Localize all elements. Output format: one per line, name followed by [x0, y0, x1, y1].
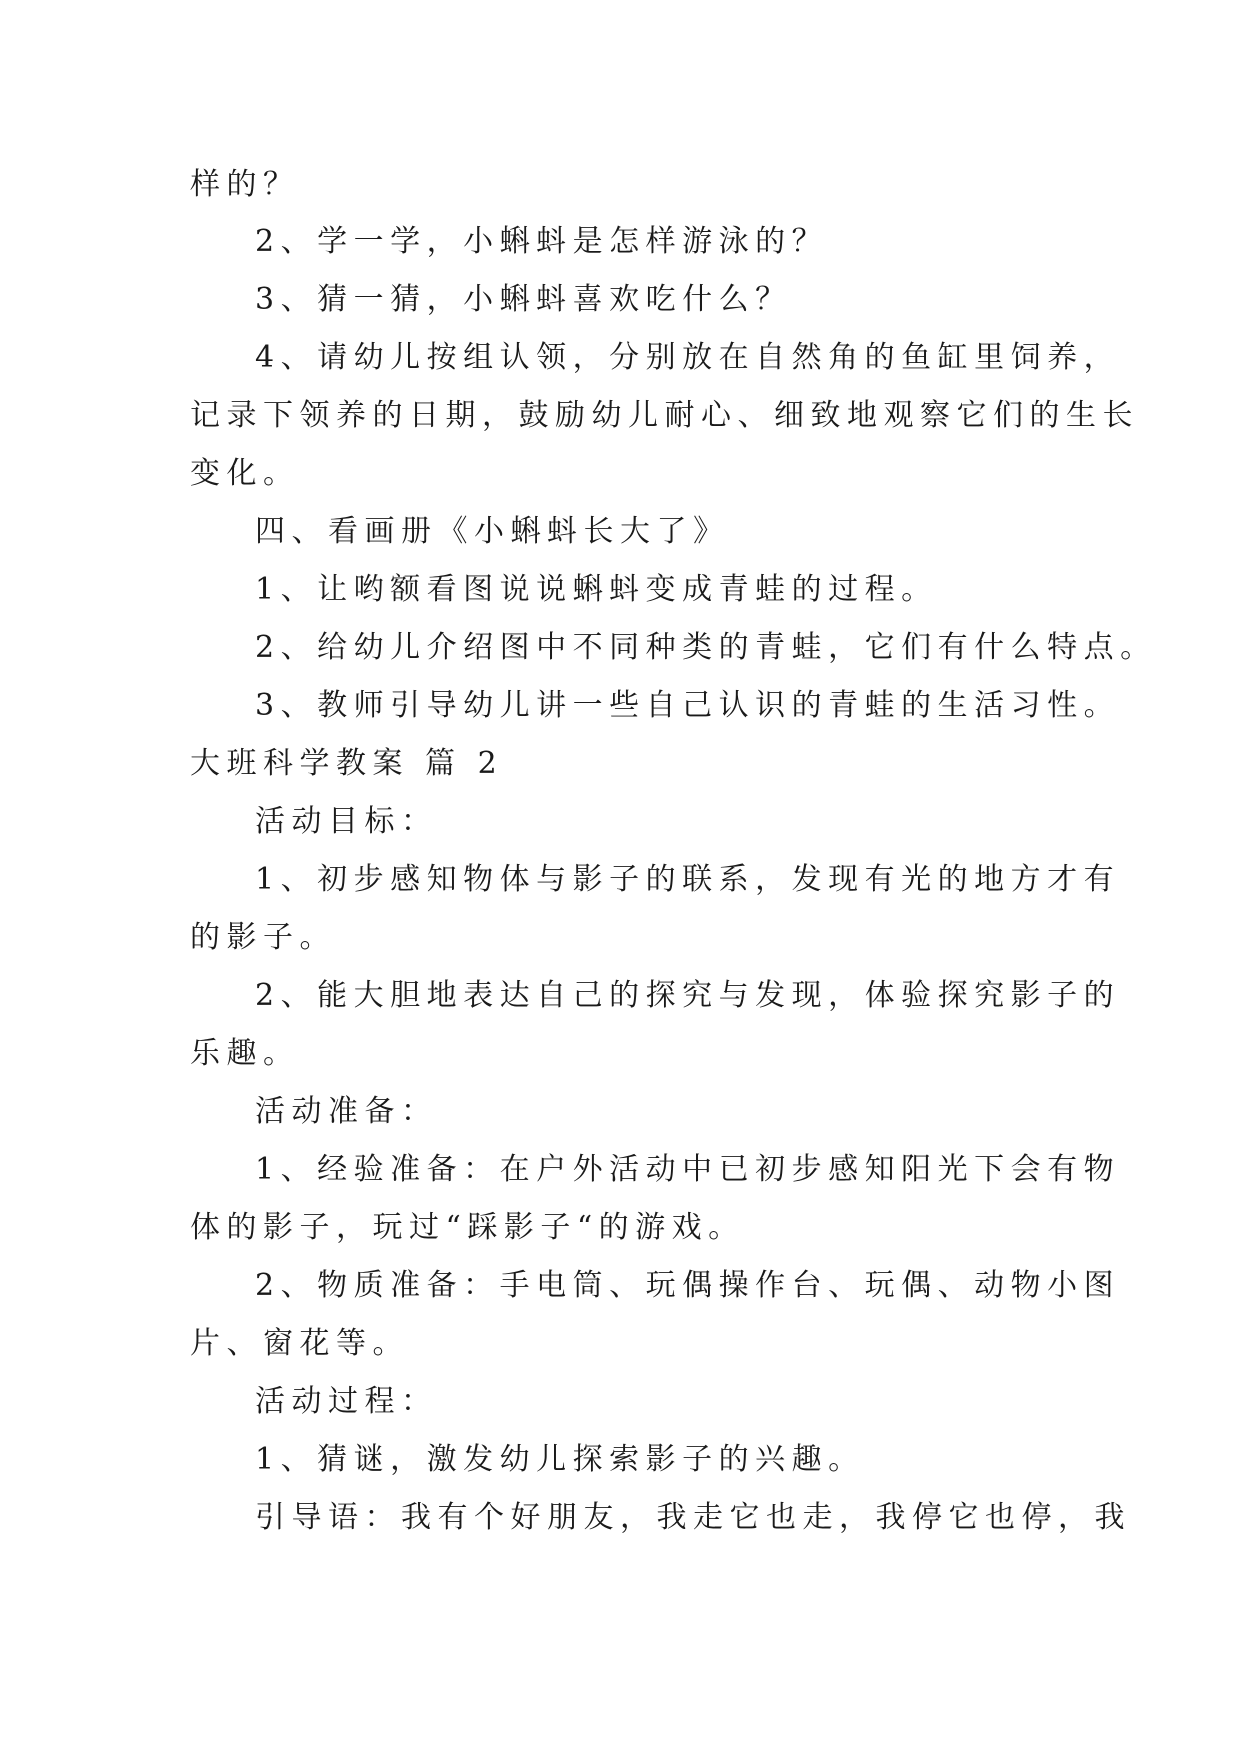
text-line: 体的影子，玩过“踩影子“的游戏。 — [190, 1210, 745, 1245]
text-line: 片、窗花等。 — [190, 1326, 409, 1361]
text-line: 2、能大胆地表达自己的探究与发现，体验探究影子的 — [255, 978, 1121, 1013]
text-line: 变化。 — [190, 456, 300, 491]
text-line: 记录下领养的日期，鼓励幼儿耐心、细致地观察它们的生长 — [190, 398, 1139, 433]
text-line: 4、请幼儿按组认领，分别放在自然角的鱼缸里饲养， — [255, 340, 1121, 375]
text-line: 乐趣。 — [190, 1036, 300, 1071]
text-line: 1、让哟额看图说说蝌蚪变成青蛙的过程。 — [255, 572, 938, 607]
text-line: 1、初步感知物体与影子的联系，发现有光的地方才有 — [255, 862, 1121, 897]
text-line: 2、物质准备：手电筒、玩偶操作台、玩偶、动物小图 — [255, 1268, 1121, 1303]
text-line: 的影子。 — [190, 920, 336, 955]
section-heading: 活动目标： — [255, 804, 438, 839]
text-line: 引导语：我有个好朋友，我走它也走，我停它也停，我 — [255, 1500, 1131, 1535]
document-title: 大班科学教案 篇 2 — [190, 746, 504, 781]
text-line: 2、学一学，小蝌蚪是怎样游泳的？ — [255, 224, 829, 259]
text-line: 3、教师引导幼儿讲一些自己认识的青蛙的生活习性。 — [255, 688, 1121, 723]
text-line: 3、猜一猜，小蝌蚪喜欢吃什么？ — [255, 282, 792, 317]
section-heading: 四、看画册《小蝌蚪长大了》 — [255, 514, 730, 549]
text-line: 1、经验准备：在户外活动中已初步感知阳光下会有物 — [255, 1152, 1121, 1187]
text-line: 样的？ — [190, 167, 300, 202]
text-line: 2、给幼儿介绍图中不同种类的青蛙，它们有什么特点。 — [255, 630, 1157, 665]
section-heading: 活动过程： — [255, 1384, 438, 1419]
section-heading: 活动准备： — [255, 1094, 438, 1129]
text-line: 1、猜谜，激发幼儿探索影子的兴趣。 — [255, 1442, 865, 1477]
